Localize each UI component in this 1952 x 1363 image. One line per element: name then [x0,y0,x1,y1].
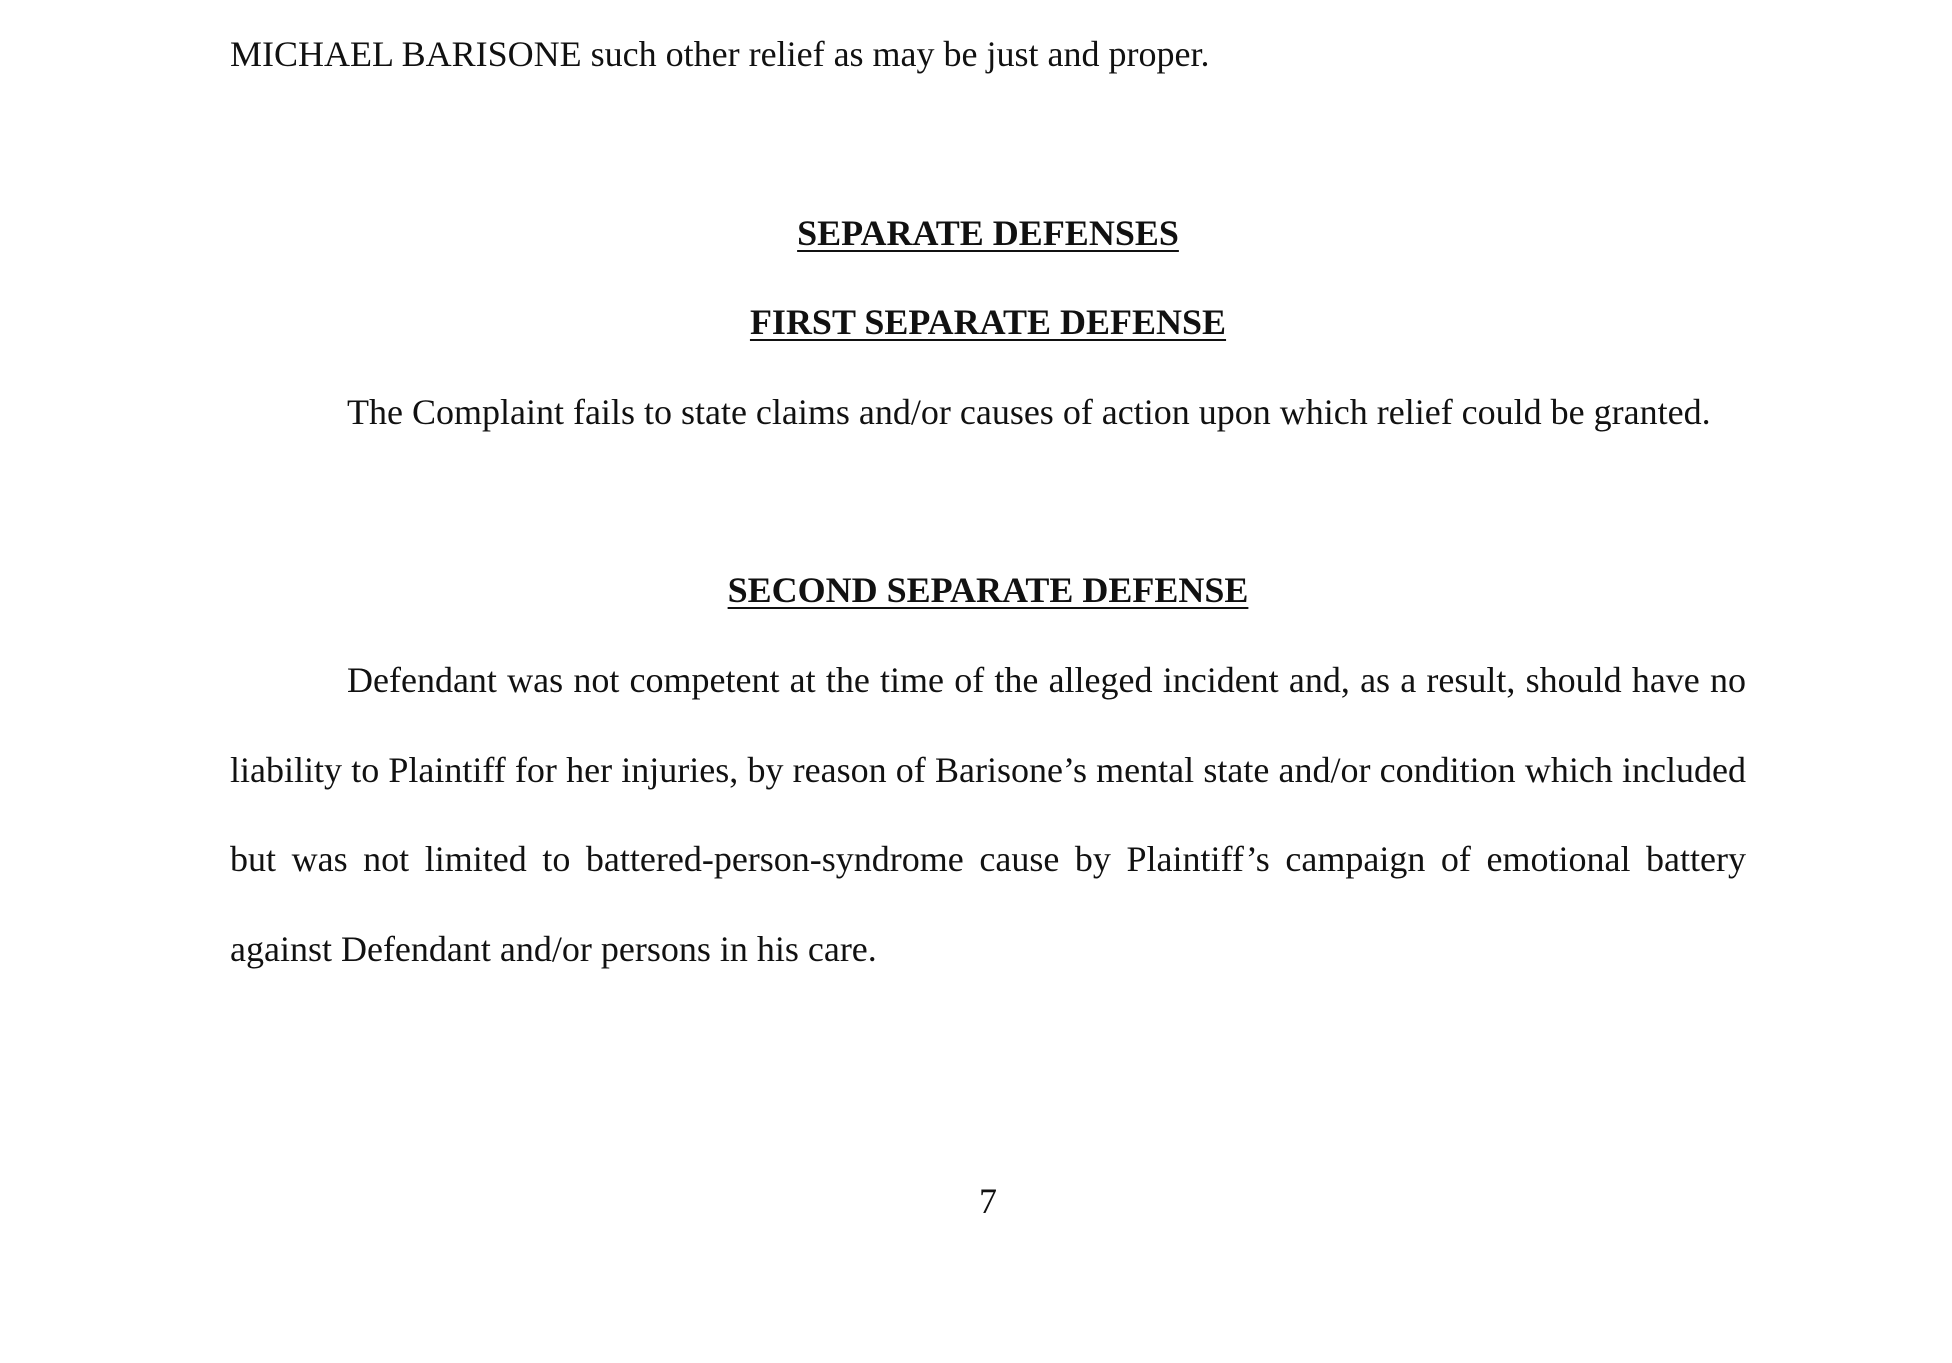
first-defense-paragraph: The Complaint fails to state claims and/or causes of action upon which relief could be granted. [347,392,1711,432]
separate-defenses-heading: SEPARATE DEFENSES [797,213,1179,253]
second-defense-heading: SECOND SEPARATE DEFENSE [727,570,1249,610]
second-defense-paragraph: Defendant was not competent at the time of the alleged incident and, as a result, should have no liability to Plaintiff for her injuries, by reason of Barisone’s mental state and/or condition which included but was not limited to battered-person-syndrome cause by Plaintiff’s campaign of emotional battery against Defendant and/or persons in his care. [230,660,1746,969]
first-defense-heading: FIRST SEPARATE DEFENSE [749,302,1227,342]
page-number: 7 [979,1181,997,1221]
carryover-line: MICHAEL BARISONE such other relief as may be just and proper. [230,34,1210,74]
